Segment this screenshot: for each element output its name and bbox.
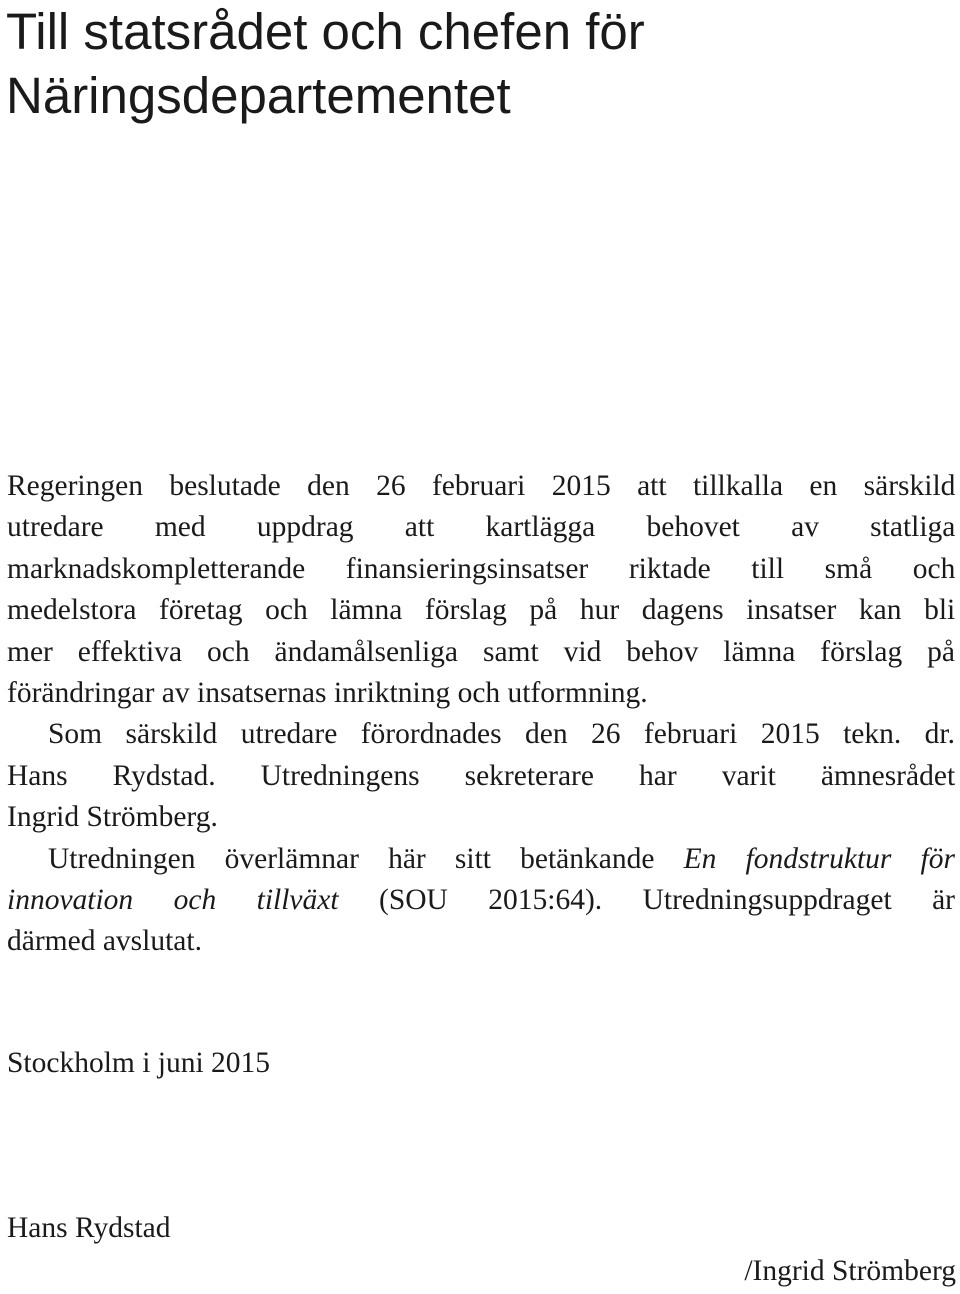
paragraph-3-text: (SOU 2015:64). Utredningsuppdraget är xyxy=(338,884,955,917)
paragraph-1-line: medelstora företag och lämna förslag på hur dagens insatser kan bli xyxy=(7,594,956,627)
paragraph-3-line xyxy=(7,839,955,880)
heading-line-1: Till statsrådet och chefen för xyxy=(6,3,645,60)
paragraph-3-line: därmed avslutat. xyxy=(7,925,202,958)
paragraph-3 xyxy=(7,839,955,963)
document-heading xyxy=(6,0,946,128)
paragraph-1-line: marknadskompletterande finansieringsinsatser riktade till små och xyxy=(7,552,956,585)
paragraph-3-text: Utredningen överlämnar här sitt betänkande xyxy=(48,842,684,875)
paragraph-2 xyxy=(7,714,955,838)
paragraph-1-line: Regeringen beslutade den 26 februari 2015 att tillkalla en särskild xyxy=(7,470,956,502)
signature-ingrid-stromberg: /Ingrid Strömberg xyxy=(744,1255,956,1287)
paragraph-1-line: förändringar av insatsernas inriktning och utformning. xyxy=(7,677,648,710)
letter-body xyxy=(7,466,955,963)
paragraph-1 xyxy=(7,466,955,714)
signature-hans-rydstad: Hans Rydstad xyxy=(7,1212,171,1244)
paragraph-2-line: Hans Rydstad. Utredningens sekreterare har varit ämnesrådet xyxy=(7,759,956,792)
paragraph-2-line: Som särskild utredare förordnades den 26 februari 2015 tekn. dr. xyxy=(48,718,955,751)
paragraph-1-line: utredare med uppdrag att kartlägga behovet av statliga xyxy=(7,511,956,544)
report-title: innovation och tillväxt xyxy=(7,884,339,917)
place-and-date: Stockholm i juni 2015 xyxy=(7,1047,271,1079)
paragraph-1-line: mer effektiva och ändamålsenliga samt vid behov lämna förslag på xyxy=(7,635,955,668)
report-title: En fondstruktur för xyxy=(683,842,955,875)
paragraph-3-line xyxy=(7,880,955,921)
paragraph-2-line: Ingrid Strömberg. xyxy=(7,801,218,834)
heading-line-2: Näringsdepartementet xyxy=(6,67,511,124)
